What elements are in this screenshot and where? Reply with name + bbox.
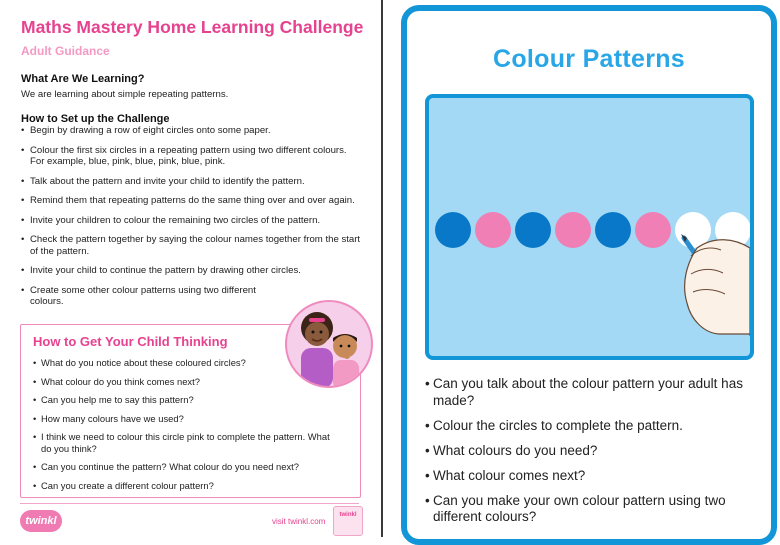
footer-divider: [20, 503, 359, 504]
setup-step: • Begin by drawing a row of eight circles onto some paper.: [21, 125, 361, 137]
activity-question: • What colours do you need?: [425, 443, 765, 460]
setup-step: • Talk about the pattern and invite your child to identify the pattern.: [21, 176, 361, 188]
thinking-question: • What do you notice about these coloured circles?: [33, 357, 333, 369]
activity-title: Colour Patterns: [492, 45, 686, 73]
setup-step: • Invite your children to colour the remaining two circles of the pattern.: [21, 215, 361, 227]
thinking-question: • What colour do you think comes next?: [33, 376, 333, 388]
activity-question: • Can you talk about the colour pattern your adult has made?: [425, 376, 765, 409]
setup-steps-list: [21, 125, 361, 316]
badge-text: twinkl: [339, 512, 357, 518]
thinking-heading: How to Get Your Child Thinking: [33, 334, 228, 349]
children-illustration: [285, 300, 373, 388]
page-title: Maths Mastery Home Learning Challenge: [21, 17, 364, 37]
pattern-svg: [429, 98, 750, 356]
pattern-illustration: [425, 94, 754, 360]
thinking-question: • Can you help me to say this pattern?: [33, 394, 333, 406]
pattern-circle-pink: [555, 212, 591, 248]
learning-heading: What Are We Learning?: [21, 73, 145, 85]
page-divider: [381, 0, 383, 537]
pattern-circle-blue: [515, 212, 551, 248]
setup-step: • Remind them that repeating patterns do the same thing over and over again.: [21, 195, 361, 207]
activity-question: • Can you make your own colour pattern using two different colours?: [425, 493, 765, 526]
twinkl-logo: twinkl: [20, 510, 62, 532]
pattern-circle-pink: [475, 212, 511, 248]
setup-heading: How to Set up the Challenge: [21, 113, 170, 125]
hand-with-pencil-icon: [681, 234, 750, 338]
thinking-question: • Can you continue the pattern? What colour do you need next?: [33, 461, 333, 473]
adult-guidance-page: [0, 0, 381, 537]
pattern-circle-blue: [595, 212, 631, 248]
activity-question: • What colour comes next?: [425, 468, 765, 485]
pattern-circle-pink: [635, 212, 671, 248]
thinking-question: • How many colours have we used?: [33, 413, 333, 425]
thinking-question: • I think we need to colour this circle pink to complete the pattern. What do you think?: [33, 431, 333, 454]
visit-link-text: visit twinkl.com: [272, 517, 326, 526]
setup-step: • Invite your child to continue the pattern by drawing other circles.: [21, 265, 361, 277]
twinkl-badge-icon: [333, 506, 363, 536]
setup-step: • Colour the first six circles in a repeating pattern using two different colours. For example, blue, pink, blue, pink, blue, pink.: [21, 145, 361, 168]
thinking-question: • Can you create a different colour pattern?: [33, 480, 333, 492]
circle-row: [435, 212, 750, 248]
activity-question: • Colour the circles to complete the pattern.: [425, 418, 765, 435]
setup-step: • Check the pattern together by saying the colour names together from the start of the pattern.: [21, 234, 361, 257]
learning-text: We are learning about simple repeating patterns.: [21, 89, 229, 100]
page-subtitle: Adult Guidance: [21, 44, 110, 58]
pattern-circle-blue: [435, 212, 471, 248]
setup-step: • Create some other colour patterns using two different colours.: [21, 285, 290, 308]
thinking-questions-list: [33, 357, 333, 498]
activity-questions-list: [425, 376, 765, 534]
